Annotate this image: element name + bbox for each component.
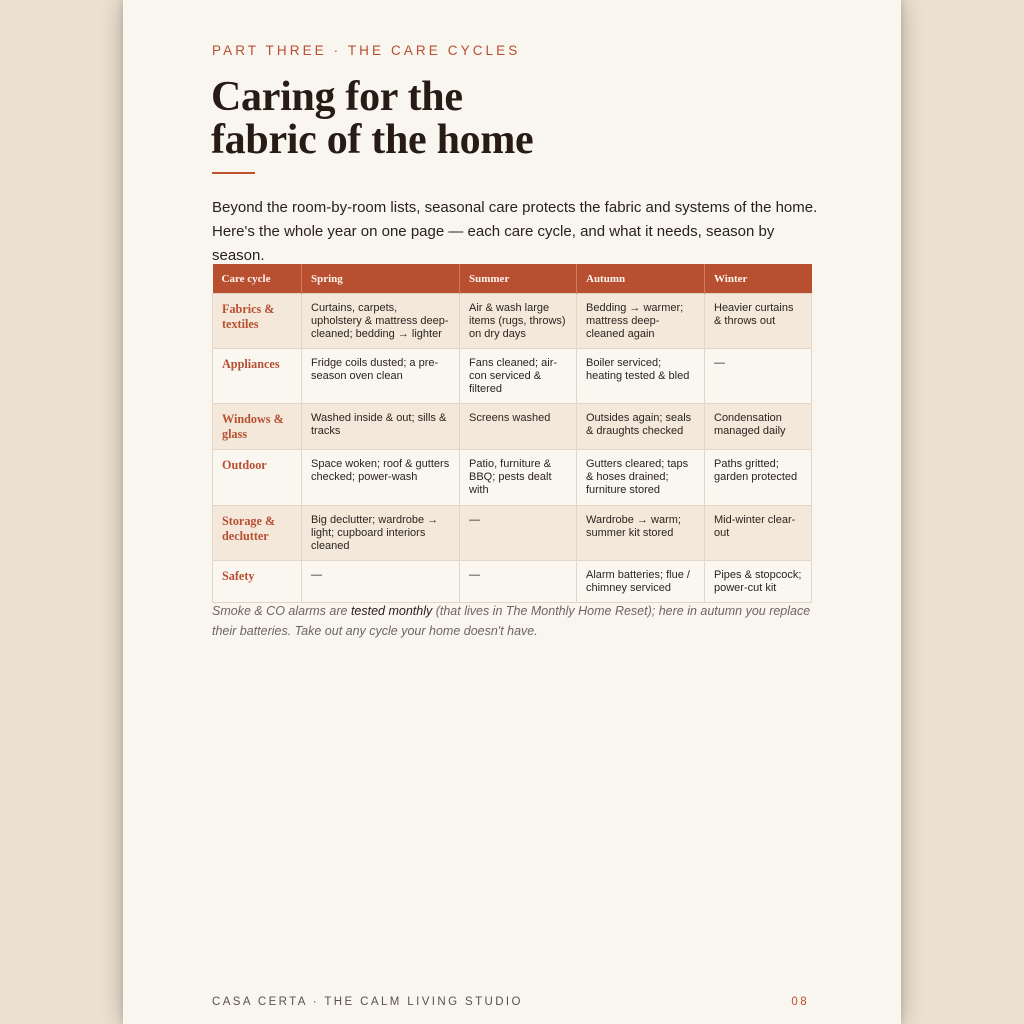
row-label: Safety (213, 560, 302, 602)
footnote-text-start: Smoke & CO alarms are (212, 604, 351, 618)
footnote (212, 601, 812, 641)
page-title-line-1: Caring for the (211, 74, 463, 120)
table-row (213, 403, 812, 449)
table-row (213, 560, 812, 602)
row-label: Outdoor (213, 449, 302, 505)
cell-spring: Curtains, carpets, upholstery & mattress deep-cleaned; bedding → lighter (302, 294, 460, 349)
cell-autumn: Alarm batteries; flue / chimney serviced (577, 560, 705, 602)
page-title-line-2: fabric of the home (211, 117, 534, 163)
row-label: Windows & glass (213, 403, 302, 449)
cell-summer: Fans cleaned; air-con serviced & filtered (460, 349, 577, 404)
cell-winter: Pipes & stopcock; power-cut kit (705, 560, 812, 602)
row-label: Fabrics & textiles (213, 294, 302, 349)
cell-spring: — (302, 560, 460, 602)
column-header-winter: Winter (705, 264, 812, 294)
table-header-row (213, 264, 812, 294)
title-divider (212, 172, 255, 174)
row-label: Appliances (213, 349, 302, 404)
row-label: Storage & declutter (213, 505, 302, 560)
cell-winter: — (705, 349, 812, 404)
cell-autumn: Wardrobe → warm; summer kit stored (577, 505, 705, 560)
column-header-care-cycle: Care cycle (213, 264, 302, 294)
cell-spring: Space woken; roof & gutters checked; power-wash (302, 449, 460, 505)
cell-summer: Air & wash large items (rugs, throws) on dry days (460, 294, 577, 349)
table-row (213, 505, 812, 560)
footer-brand: CASA CERTA · THE CALM LIVING STUDIO (212, 996, 523, 1008)
table-row (213, 349, 812, 404)
table-row (213, 294, 812, 349)
cell-summer: Screens washed (460, 403, 577, 449)
cell-summer: Patio, furniture & BBQ; pests dealt with (460, 449, 577, 505)
cell-spring: Washed inside & out; sills & tracks (302, 403, 460, 449)
cell-autumn: Gutters cleared; taps & hoses drained; furniture stored (577, 449, 705, 505)
cell-summer: — (460, 560, 577, 602)
cell-autumn: Outsides again; seals & draughts checked (577, 403, 705, 449)
cell-winter: Condensation managed daily (705, 403, 812, 449)
intro-paragraph: Beyond the room-by-room lists, seasonal care protects the fabric and systems of the home. Here's the whole year on one page — each care cycle, and what it needs, season by season. (212, 199, 818, 264)
cell-summer: — (460, 505, 577, 560)
footnote-text-end: (that lives in The Monthly Home Reset); here in autumn you replace their batteries. Take out any cycle your home doesn't have. (212, 604, 811, 638)
column-header-spring: Spring (302, 264, 460, 294)
cell-winter: Heavier curtains & throws out (705, 294, 812, 349)
cell-spring: Big declutter; wardrobe → light; cupboard interiors cleaned (302, 505, 460, 560)
cell-winter: Mid-winter clear-out (705, 505, 812, 560)
document-page (123, 0, 901, 1024)
column-header-summer: Summer (460, 264, 577, 294)
care-cycles-table (212, 264, 812, 603)
page-number: 08 (791, 996, 809, 1008)
section-kicker: PART THREE · THE CARE CYCLES (212, 43, 521, 58)
column-header-autumn: Autumn (577, 264, 705, 294)
cell-spring: Fridge coils dusted; a pre-season oven clean (302, 349, 460, 404)
cell-winter: Paths gritted; garden protected (705, 449, 812, 505)
cell-autumn: Bedding → warmer; mattress deep-cleaned again (577, 294, 705, 349)
table-row (213, 449, 812, 505)
footnote-emphasis: tested monthly (350, 604, 433, 618)
cell-autumn: Boiler serviced; heating tested & bled (577, 349, 705, 404)
page-title (211, 76, 533, 162)
